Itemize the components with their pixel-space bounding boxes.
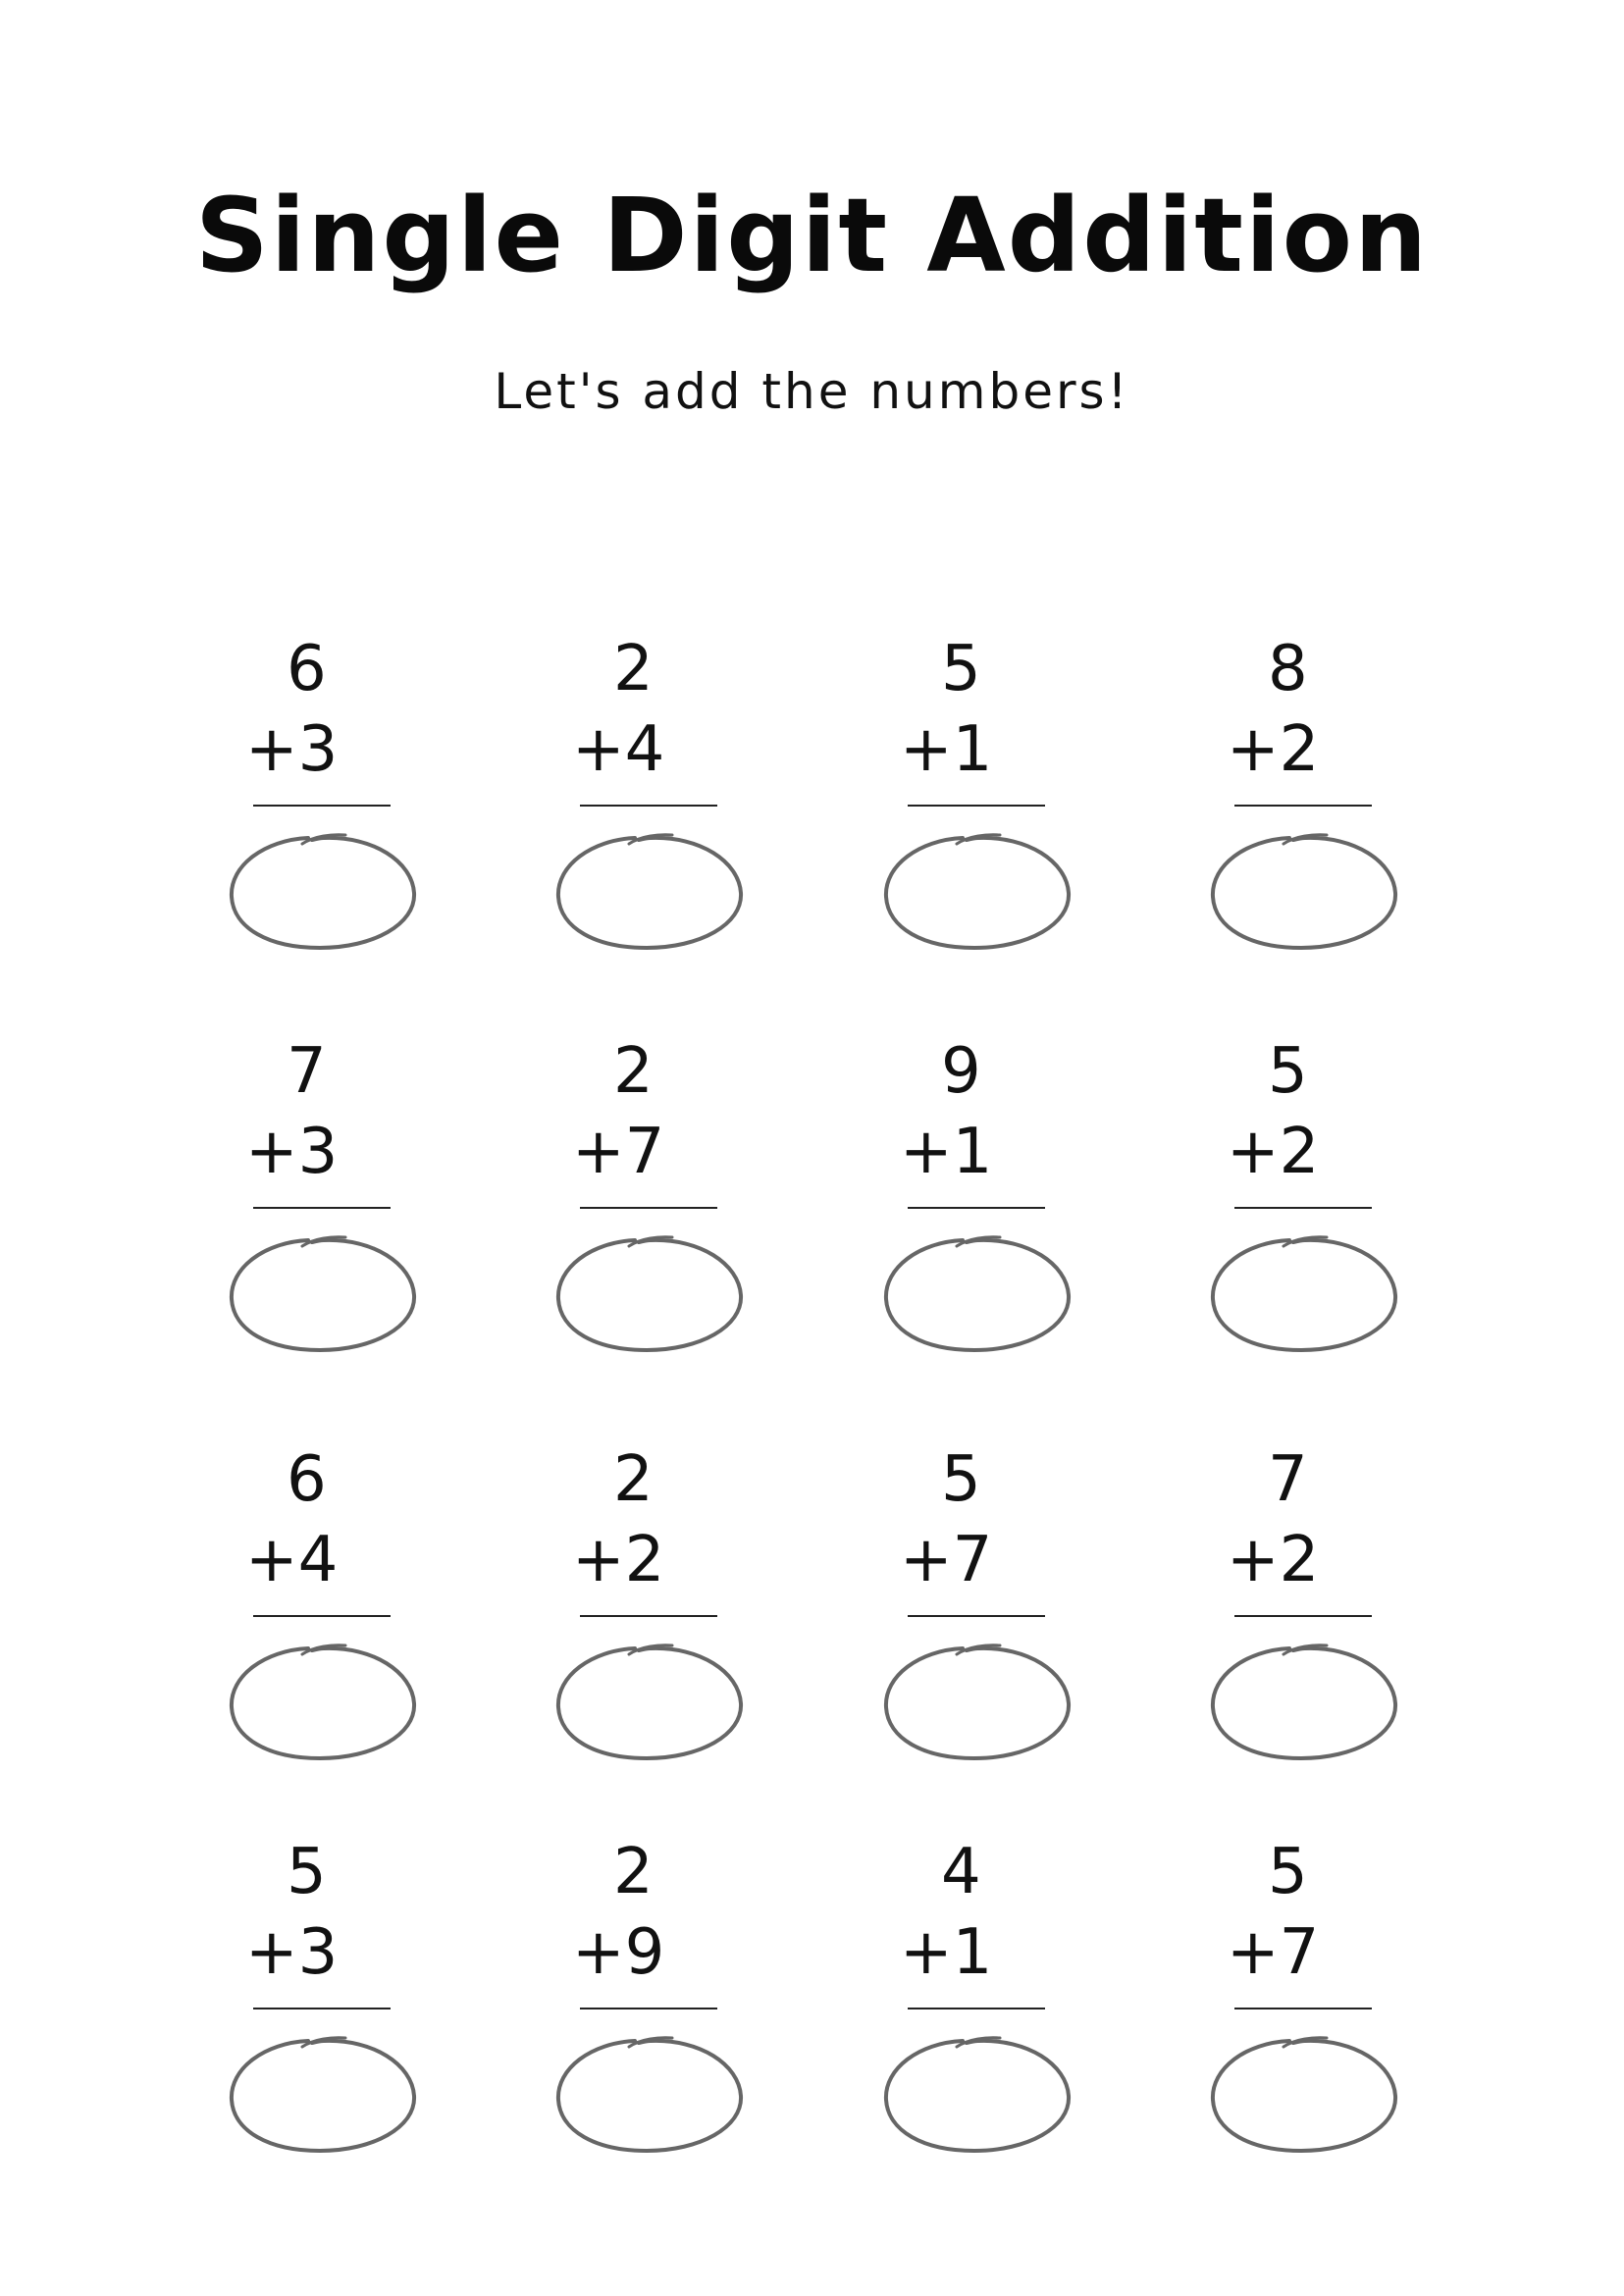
addition-problem xyxy=(552,1035,749,1364)
answer-circle[interactable] xyxy=(1207,2017,1403,2165)
answer-circle[interactable] xyxy=(880,2017,1076,2165)
sum-line xyxy=(908,1615,1045,1617)
sum-line xyxy=(908,805,1045,807)
addend-top: 2 xyxy=(613,1443,654,1516)
addend-top: 5 xyxy=(941,633,981,705)
addend-top: 7 xyxy=(287,1035,327,1108)
addition-problem xyxy=(1207,1035,1403,1364)
addend-top: 9 xyxy=(941,1035,981,1108)
addend-bottom: +1 xyxy=(900,1916,993,1989)
addition-problem xyxy=(552,633,749,962)
addend-top: 2 xyxy=(613,633,654,705)
addend-top: 6 xyxy=(287,1443,327,1516)
addition-problem xyxy=(1207,1443,1403,1772)
addend-bottom: +3 xyxy=(245,1116,339,1188)
sum-line xyxy=(253,1207,391,1209)
addend-bottom: +7 xyxy=(572,1116,665,1188)
addition-problem xyxy=(226,1836,422,2165)
addend-bottom: +4 xyxy=(245,1524,339,1596)
addend-bottom: +1 xyxy=(900,713,993,786)
addend-bottom: +7 xyxy=(1227,1916,1320,1989)
answer-circle[interactable] xyxy=(1207,1217,1403,1364)
addition-problem xyxy=(1207,633,1403,962)
sum-line xyxy=(908,1207,1045,1209)
addend-top: 2 xyxy=(613,1836,654,1908)
sum-line xyxy=(580,1207,717,1209)
addend-bottom: +2 xyxy=(572,1524,665,1596)
addend-bottom: +4 xyxy=(572,713,665,786)
worksheet-subtitle: Let's add the numbers! xyxy=(494,363,1130,420)
addition-problem xyxy=(1207,1836,1403,2165)
sum-line xyxy=(253,1615,391,1617)
addition-problem xyxy=(880,1443,1076,1772)
answer-circle[interactable] xyxy=(880,1217,1076,1364)
answer-circle[interactable] xyxy=(226,814,422,962)
sum-line xyxy=(1234,2008,1372,2009)
addend-bottom: +3 xyxy=(245,713,339,786)
addend-bottom: +2 xyxy=(1227,1524,1320,1596)
addition-problem xyxy=(226,1443,422,1772)
addition-problem xyxy=(226,1035,422,1364)
answer-circle[interactable] xyxy=(1207,814,1403,962)
sum-line xyxy=(580,805,717,807)
addend-bottom: +7 xyxy=(900,1524,993,1596)
addend-top: 6 xyxy=(287,633,327,705)
addition-problem xyxy=(552,1836,749,2165)
addend-bottom: +3 xyxy=(245,1916,339,1989)
addend-top: 4 xyxy=(941,1836,981,1908)
answer-circle[interactable] xyxy=(552,814,749,962)
addend-top: 2 xyxy=(613,1035,654,1108)
sum-line xyxy=(253,805,391,807)
answer-circle[interactable] xyxy=(226,1217,422,1364)
addition-problem xyxy=(880,1836,1076,2165)
addend-bottom: +2 xyxy=(1227,1116,1320,1188)
addend-top: 5 xyxy=(941,1443,981,1516)
worksheet-title: Single Digit Addition xyxy=(194,176,1430,295)
sum-line xyxy=(1234,805,1372,807)
answer-circle[interactable] xyxy=(226,2017,422,2165)
sum-line xyxy=(580,2008,717,2009)
answer-circle[interactable] xyxy=(880,814,1076,962)
addend-top: 5 xyxy=(1268,1035,1308,1108)
addition-problem xyxy=(552,1443,749,1772)
sum-line xyxy=(1234,1615,1372,1617)
addend-top: 5 xyxy=(287,1836,327,1908)
sum-line xyxy=(253,2008,391,2009)
addend-top: 5 xyxy=(1268,1836,1308,1908)
addend-bottom: +2 xyxy=(1227,713,1320,786)
answer-circle[interactable] xyxy=(552,1625,749,1772)
addition-problem xyxy=(226,633,422,962)
addend-top: 7 xyxy=(1268,1443,1308,1516)
answer-circle[interactable] xyxy=(880,1625,1076,1772)
sum-line xyxy=(580,1615,717,1617)
answer-circle[interactable] xyxy=(226,1625,422,1772)
addend-bottom: +1 xyxy=(900,1116,993,1188)
addend-bottom: +9 xyxy=(572,1916,665,1989)
sum-line xyxy=(908,2008,1045,2009)
answer-circle[interactable] xyxy=(552,2017,749,2165)
addition-problem xyxy=(880,1035,1076,1364)
answer-circle[interactable] xyxy=(552,1217,749,1364)
sum-line xyxy=(1234,1207,1372,1209)
addition-problem xyxy=(880,633,1076,962)
answer-circle[interactable] xyxy=(1207,1625,1403,1772)
addend-top: 8 xyxy=(1268,633,1308,705)
